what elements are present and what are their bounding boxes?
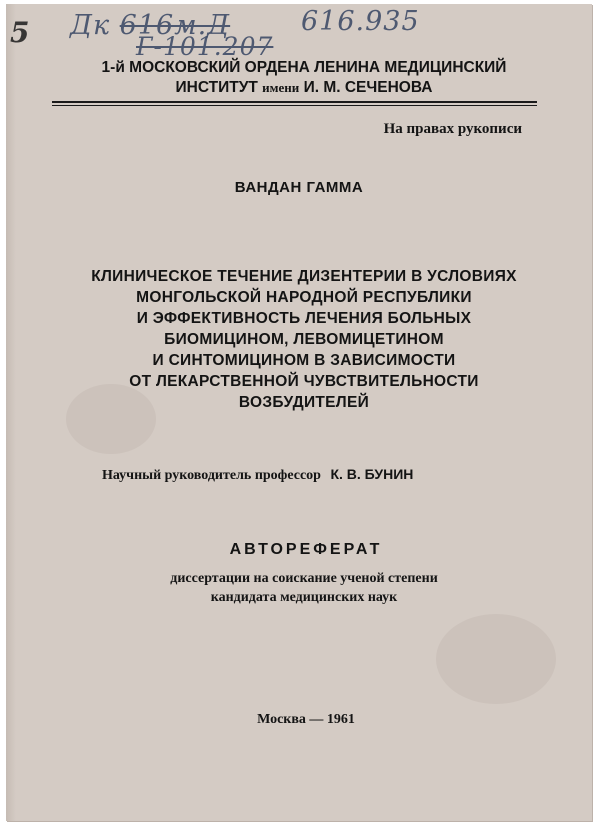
degree-statement [54,569,554,607]
title-line: БИОМИЦИНОМ, ЛЕВОМИЦЕТИНОМ [164,331,444,348]
title-line: И ЭФФЕКТИВНОСТЬ ЛЕЧЕНИЯ БОЛЬНЫХ [136,310,472,327]
handwritten-shelf-mark: Г-101.207 [136,32,274,61]
degree-line: диссертации на соискание ученой степени [170,571,438,586]
author-name: ВАНДАН ГАММА [234,179,364,196]
paper-stain [436,614,556,704]
handwritten-code-prefix: Дк [70,10,111,41]
title-line: ВОЗБУДИТЕЛЕЙ [238,394,370,411]
title-line: КЛИНИЧЕСКОЕ ТЕЧЕНИЕ ДИЗЕНТЕРИИ В УСЛОВИЯХ [91,268,517,285]
header-rule-thin [52,105,537,106]
institution-word: ИНСТИТУТ [175,79,258,96]
institution-line-2 [54,78,554,98]
institution-imeni: имени [262,80,300,95]
manuscript-note: На правах рукописи [383,121,522,137]
institution-line-1: 1-й МОСКОВСКИЙ ОРДЕНА ЛЕНИНА МЕДИЦИНСКИЙ [101,59,507,76]
institution-namesake: И. М. СЕЧЕНОВА [303,79,433,96]
title-line: И СИНТОМИЦИНОМ В ЗАВИСИМОСТИ [152,352,456,369]
header-rule [52,101,537,103]
title-line: МОНГОЛЬСКОЙ НАРОДНОЙ РЕСПУБЛИКИ [136,289,472,306]
city-year: Москва — 1961 [257,712,355,727]
handwritten-code-struck: 616м.Д [119,10,231,41]
degree-line: кандидата медицинских наук [210,590,398,605]
handwritten-number: 5 [10,16,30,49]
supervisor-name: К. В. БУНИН [330,466,414,482]
binding-edge [6,4,16,821]
title-line: ОТ ЛЕКАРСТВЕННОЙ ЧУВСТВИТЕЛЬНОСТИ [129,373,479,390]
supervisor-line [102,466,413,484]
thesis-title [54,266,554,413]
abstract-heading: АВТОРЕФЕРАТ [229,541,383,558]
document-page [6,4,592,821]
institution-header [54,58,554,98]
supervisor-label: Научный руководитель профессор [102,468,321,483]
handwritten-udk: 616.935 [301,6,420,37]
